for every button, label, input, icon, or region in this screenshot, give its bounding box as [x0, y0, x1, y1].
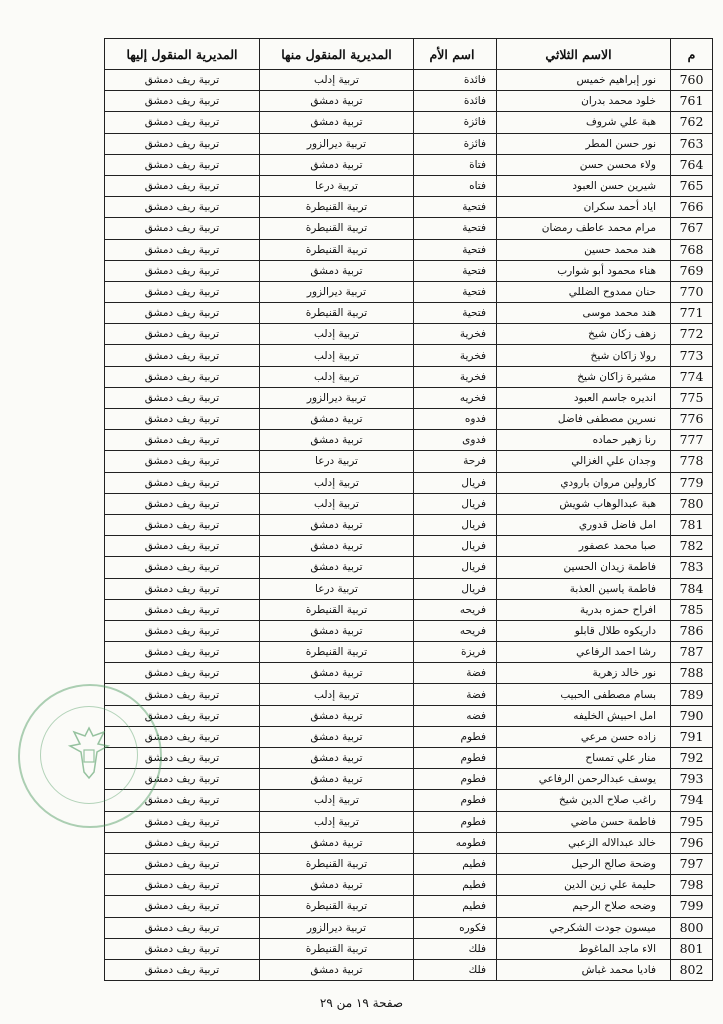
row-name: صبا محمد عصفور	[497, 536, 671, 557]
row-to-directorate: تربية ريف دمشق	[105, 197, 260, 218]
row-from-directorate: تربية دمشق	[260, 959, 414, 980]
row-number: 761	[671, 91, 713, 112]
row-to-directorate: تربية ريف دمشق	[105, 832, 260, 853]
table-row	[105, 938, 713, 959]
row-name: خلود محمد بدران	[497, 91, 671, 112]
row-to-directorate: تربية ريف دمشق	[105, 663, 260, 684]
table-row	[105, 832, 713, 853]
row-to-directorate: تربية ريف دمشق	[105, 387, 260, 408]
row-name: فاديا محمد غباش	[497, 959, 671, 980]
row-to-directorate: تربية ريف دمشق	[105, 303, 260, 324]
header-mother: اسم الأم	[414, 39, 497, 70]
table-row	[105, 133, 713, 154]
row-from-directorate: تربية القنيطرة	[260, 599, 414, 620]
table-body	[105, 70, 713, 981]
row-number: 781	[671, 514, 713, 535]
row-mother-name: فريزة	[414, 642, 497, 663]
row-mother-name: فخريه	[414, 387, 497, 408]
row-to-directorate: تربية ريف دمشق	[105, 112, 260, 133]
row-mother-name: فلك	[414, 959, 497, 980]
row-mother-name: فريال	[414, 578, 497, 599]
row-number: 794	[671, 790, 713, 811]
row-mother-name: فضه	[414, 705, 497, 726]
table-row	[105, 260, 713, 281]
row-number: 793	[671, 769, 713, 790]
row-mother-name: فريال	[414, 472, 497, 493]
row-mother-name: فتحية	[414, 281, 497, 302]
row-from-directorate: تربية دمشق	[260, 430, 414, 451]
row-from-directorate: تربية إدلب	[260, 472, 414, 493]
table-row	[105, 663, 713, 684]
row-to-directorate: تربية ريف دمشق	[105, 705, 260, 726]
row-from-directorate: تربية ديرالزور	[260, 133, 414, 154]
row-mother-name: فريحه	[414, 620, 497, 641]
transfer-table	[104, 38, 713, 981]
row-name: كارولين مروان بارودي	[497, 472, 671, 493]
row-mother-name: فطومه	[414, 832, 497, 853]
row-name: هند محمد موسى	[497, 303, 671, 324]
row-from-directorate: تربية دمشق	[260, 769, 414, 790]
table-row	[105, 959, 713, 980]
row-to-directorate: تربية ريف دمشق	[105, 811, 260, 832]
row-to-directorate: تربية ريف دمشق	[105, 959, 260, 980]
table-row	[105, 345, 713, 366]
row-to-directorate: تربية ريف دمشق	[105, 938, 260, 959]
row-mother-name: فطوم	[414, 769, 497, 790]
table-row	[105, 70, 713, 91]
row-number: 789	[671, 684, 713, 705]
row-mother-name: فرحة	[414, 451, 497, 472]
row-from-directorate: تربية إدلب	[260, 790, 414, 811]
row-from-directorate: تربية إدلب	[260, 345, 414, 366]
row-to-directorate: تربية ريف دمشق	[105, 875, 260, 896]
row-to-directorate: تربية ريف دمشق	[105, 896, 260, 917]
row-from-directorate: تربية إدلب	[260, 366, 414, 387]
header-row	[105, 39, 713, 70]
row-number: 776	[671, 409, 713, 430]
table-row	[105, 409, 713, 430]
row-from-directorate: تربية دمشق	[260, 112, 414, 133]
row-name: راغب صلاح الدين شيخ	[497, 790, 671, 811]
row-number: 763	[671, 133, 713, 154]
row-to-directorate: تربية ريف دمشق	[105, 748, 260, 769]
row-mother-name: فريال	[414, 536, 497, 557]
row-name: نسرين مصطفى فاضل	[497, 409, 671, 430]
table-row	[105, 917, 713, 938]
row-name: منار علي تمساح	[497, 748, 671, 769]
row-to-directorate: تربية ريف دمشق	[105, 853, 260, 874]
row-number: 784	[671, 578, 713, 599]
row-to-directorate: تربية ريف دمشق	[105, 451, 260, 472]
row-mother-name: فطوم	[414, 748, 497, 769]
row-number: 775	[671, 387, 713, 408]
row-number: 788	[671, 663, 713, 684]
row-from-directorate: تربية دمشق	[260, 748, 414, 769]
table-row	[105, 726, 713, 747]
row-to-directorate: تربية ريف دمشق	[105, 917, 260, 938]
row-name: نور حسن المطر	[497, 133, 671, 154]
table-row	[105, 387, 713, 408]
row-name: داريكوه طلال قابلو	[497, 620, 671, 641]
row-to-directorate: تربية ريف دمشق	[105, 175, 260, 196]
row-mother-name: فتحية	[414, 197, 497, 218]
row-name: حليمة علي زين الدين	[497, 875, 671, 896]
row-from-directorate: تربية دمشق	[260, 154, 414, 175]
row-number: 798	[671, 875, 713, 896]
row-to-directorate: تربية ريف دمشق	[105, 366, 260, 387]
row-number: 760	[671, 70, 713, 91]
row-name: انديره جاسم العبود	[497, 387, 671, 408]
row-to-directorate: تربية ريف دمشق	[105, 557, 260, 578]
row-to-directorate: تربية ريف دمشق	[105, 345, 260, 366]
row-name: الاء ماجد الماغوط	[497, 938, 671, 959]
table-row	[105, 705, 713, 726]
table-row	[105, 430, 713, 451]
table-row	[105, 514, 713, 535]
row-from-directorate: تربية درعا	[260, 578, 414, 599]
row-name: افراح حمزه بدرية	[497, 599, 671, 620]
table-row	[105, 769, 713, 790]
row-to-directorate: تربية ريف دمشق	[105, 239, 260, 260]
row-name: يوسف عبدالرحمن الرفاعي	[497, 769, 671, 790]
row-from-directorate: تربية دمشق	[260, 260, 414, 281]
table-row	[105, 112, 713, 133]
row-number: 783	[671, 557, 713, 578]
row-mother-name: فضة	[414, 663, 497, 684]
table-row	[105, 811, 713, 832]
row-number: 799	[671, 896, 713, 917]
table-row	[105, 642, 713, 663]
header-to: المديرية المنقول إليها	[105, 39, 260, 70]
row-from-directorate: تربية دمشق	[260, 91, 414, 112]
row-name: حنان ممدوح الضللي	[497, 281, 671, 302]
row-name: شيرين حسن العبود	[497, 175, 671, 196]
row-mother-name: فريال	[414, 514, 497, 535]
row-to-directorate: تربية ريف دمشق	[105, 599, 260, 620]
row-number: 785	[671, 599, 713, 620]
row-name: رولا زاكان شيخ	[497, 345, 671, 366]
row-mother-name: فتاة	[414, 154, 497, 175]
row-mother-name: فتحية	[414, 239, 497, 260]
row-number: 797	[671, 853, 713, 874]
row-name: زاده حسن مرعي	[497, 726, 671, 747]
row-to-directorate: تربية ريف دمشق	[105, 493, 260, 514]
row-to-directorate: تربية ريف دمشق	[105, 91, 260, 112]
row-name: وجدان علي الغزالي	[497, 451, 671, 472]
row-number: 764	[671, 154, 713, 175]
row-from-directorate: تربية القنيطرة	[260, 239, 414, 260]
row-from-directorate: تربية القنيطرة	[260, 642, 414, 663]
table-row	[105, 536, 713, 557]
row-number: 762	[671, 112, 713, 133]
row-name: هبة عبدالوهاب شويش	[497, 493, 671, 514]
row-from-directorate: تربية ديرالزور	[260, 917, 414, 938]
row-number: 771	[671, 303, 713, 324]
row-mother-name: فريحه	[414, 599, 497, 620]
row-to-directorate: تربية ريف دمشق	[105, 218, 260, 239]
row-name: خالد عبدالاله الزعبي	[497, 832, 671, 853]
row-mother-name: فدوه	[414, 409, 497, 430]
row-number: 768	[671, 239, 713, 260]
row-name: هبة علي شروف	[497, 112, 671, 133]
row-from-directorate: تربية دمشق	[260, 536, 414, 557]
row-name: فاطمة ياسين العذبة	[497, 578, 671, 599]
row-to-directorate: تربية ريف دمشق	[105, 472, 260, 493]
row-mother-name: فخرية	[414, 324, 497, 345]
row-number: 800	[671, 917, 713, 938]
row-to-directorate: تربية ريف دمشق	[105, 70, 260, 91]
table-row	[105, 748, 713, 769]
row-to-directorate: تربية ريف دمشق	[105, 514, 260, 535]
row-to-directorate: تربية ريف دمشق	[105, 769, 260, 790]
row-mother-name: فطوم	[414, 790, 497, 811]
row-number: 786	[671, 620, 713, 641]
row-to-directorate: تربية ريف دمشق	[105, 642, 260, 663]
table-row	[105, 281, 713, 302]
table-row	[105, 620, 713, 641]
table-row	[105, 853, 713, 874]
row-to-directorate: تربية ريف دمشق	[105, 684, 260, 705]
row-number: 773	[671, 345, 713, 366]
row-mother-name: فدوى	[414, 430, 497, 451]
row-mother-name: فائزة	[414, 112, 497, 133]
row-to-directorate: تربية ريف دمشق	[105, 620, 260, 641]
row-to-directorate: تربية ريف دمشق	[105, 790, 260, 811]
row-from-directorate: تربية القنيطرة	[260, 303, 414, 324]
row-number: 777	[671, 430, 713, 451]
table-row	[105, 896, 713, 917]
row-mother-name: فطيم	[414, 896, 497, 917]
row-number: 778	[671, 451, 713, 472]
row-to-directorate: تربية ريف دمشق	[105, 133, 260, 154]
header-from: المديرية المنقول منها	[260, 39, 414, 70]
page-number: صفحة ١٩ من ٢٩	[319, 996, 404, 1010]
row-from-directorate: تربية القنيطرة	[260, 218, 414, 239]
row-from-directorate: تربية درعا	[260, 175, 414, 196]
row-mother-name: فائدة	[414, 91, 497, 112]
row-name: رنا زهير حماده	[497, 430, 671, 451]
table-row	[105, 324, 713, 345]
row-mother-name: فطوم	[414, 811, 497, 832]
row-number: 772	[671, 324, 713, 345]
row-number: 787	[671, 642, 713, 663]
row-mother-name: فخرية	[414, 366, 497, 387]
row-mother-name: فتاه	[414, 175, 497, 196]
row-number: 791	[671, 726, 713, 747]
row-mother-name: فضة	[414, 684, 497, 705]
row-mother-name: فريال	[414, 557, 497, 578]
row-name: هند محمد حسين	[497, 239, 671, 260]
table-row	[105, 493, 713, 514]
row-from-directorate: تربية دمشق	[260, 409, 414, 430]
row-from-directorate: تربية دمشق	[260, 832, 414, 853]
row-mother-name: فكوره	[414, 917, 497, 938]
row-from-directorate: تربية إدلب	[260, 70, 414, 91]
row-number: 796	[671, 832, 713, 853]
table-row	[105, 197, 713, 218]
row-number: 801	[671, 938, 713, 959]
row-name: امل احبيش الخليفه	[497, 705, 671, 726]
table-row	[105, 303, 713, 324]
row-name: مرام محمد عاطف رمضان	[497, 218, 671, 239]
header-no: م	[671, 39, 713, 70]
row-to-directorate: تربية ريف دمشق	[105, 726, 260, 747]
row-number: 765	[671, 175, 713, 196]
row-name: اياد أحمد سكران	[497, 197, 671, 218]
row-number: 795	[671, 811, 713, 832]
row-to-directorate: تربية ريف دمشق	[105, 281, 260, 302]
row-number: 779	[671, 472, 713, 493]
row-number: 782	[671, 536, 713, 557]
table-row	[105, 684, 713, 705]
row-from-directorate: تربية القنيطرة	[260, 853, 414, 874]
row-number: 802	[671, 959, 713, 980]
table-row	[105, 599, 713, 620]
row-from-directorate: تربية درعا	[260, 451, 414, 472]
row-from-directorate: تربية إدلب	[260, 324, 414, 345]
row-number: 790	[671, 705, 713, 726]
row-mother-name: فطيم	[414, 875, 497, 896]
row-name: ولاء محسن حسن	[497, 154, 671, 175]
table-row	[105, 451, 713, 472]
row-mother-name: فتحية	[414, 303, 497, 324]
row-number: 766	[671, 197, 713, 218]
row-name: فاطمة زيدان الحسين	[497, 557, 671, 578]
table-row	[105, 91, 713, 112]
row-name: مشيرة زاكان شيخ	[497, 366, 671, 387]
row-name: رشا احمد الرفاعي	[497, 642, 671, 663]
row-name: وضحة صالح الرحيل	[497, 853, 671, 874]
row-mother-name: فريال	[414, 493, 497, 514]
row-from-directorate: تربية إدلب	[260, 684, 414, 705]
row-name: ميسون جودت الشكرجي	[497, 917, 671, 938]
row-mother-name: فتحية	[414, 260, 497, 281]
row-from-directorate: تربية دمشق	[260, 875, 414, 896]
row-from-directorate: تربية دمشق	[260, 620, 414, 641]
row-to-directorate: تربية ريف دمشق	[105, 260, 260, 281]
row-from-directorate: تربية دمشق	[260, 514, 414, 535]
row-mother-name: فطيم	[414, 853, 497, 874]
row-to-directorate: تربية ريف دمشق	[105, 430, 260, 451]
row-from-directorate: تربية دمشق	[260, 705, 414, 726]
table-row	[105, 154, 713, 175]
row-from-directorate: تربية القنيطرة	[260, 197, 414, 218]
row-mother-name: فائزة	[414, 133, 497, 154]
header-name: الاسم الثلاثي	[497, 39, 671, 70]
row-from-directorate: تربية ديرالزور	[260, 387, 414, 408]
row-mother-name: فخرية	[414, 345, 497, 366]
row-number: 780	[671, 493, 713, 514]
row-from-directorate: تربية القنيطرة	[260, 896, 414, 917]
row-mother-name: فلك	[414, 938, 497, 959]
row-from-directorate: تربية دمشق	[260, 663, 414, 684]
row-to-directorate: تربية ريف دمشق	[105, 409, 260, 430]
row-name: نور خالد زهرية	[497, 663, 671, 684]
row-name: فاطمة حسن ماضي	[497, 811, 671, 832]
row-number: 792	[671, 748, 713, 769]
row-number: 767	[671, 218, 713, 239]
table-row	[105, 239, 713, 260]
row-name: بسام مصطفى الحبيب	[497, 684, 671, 705]
row-name: امل فاضل قدوري	[497, 514, 671, 535]
row-name: زهف زكان شيخ	[497, 324, 671, 345]
row-from-directorate: تربية ديرالزور	[260, 281, 414, 302]
row-from-directorate: تربية القنيطرة	[260, 938, 414, 959]
table-row	[105, 218, 713, 239]
row-to-directorate: تربية ريف دمشق	[105, 536, 260, 557]
row-from-directorate: تربية إدلب	[260, 493, 414, 514]
row-from-directorate: تربية دمشق	[260, 726, 414, 747]
row-to-directorate: تربية ريف دمشق	[105, 154, 260, 175]
row-mother-name: فتحية	[414, 218, 497, 239]
row-name: وضحه صلاح الرحيم	[497, 896, 671, 917]
table-row	[105, 366, 713, 387]
row-number: 774	[671, 366, 713, 387]
row-number: 769	[671, 260, 713, 281]
table-row	[105, 472, 713, 493]
row-number: 770	[671, 281, 713, 302]
row-mother-name: فطوم	[414, 726, 497, 747]
row-mother-name: فائدة	[414, 70, 497, 91]
row-to-directorate: تربية ريف دمشق	[105, 578, 260, 599]
table-row	[105, 790, 713, 811]
table-row	[105, 557, 713, 578]
table-row	[105, 578, 713, 599]
table-row	[105, 175, 713, 196]
row-from-directorate: تربية دمشق	[260, 557, 414, 578]
table-row	[105, 875, 713, 896]
row-to-directorate: تربية ريف دمشق	[105, 324, 260, 345]
row-name: هناء محمود أبو شوارب	[497, 260, 671, 281]
row-from-directorate: تربية إدلب	[260, 811, 414, 832]
row-name: نور إبراهيم خميس	[497, 70, 671, 91]
